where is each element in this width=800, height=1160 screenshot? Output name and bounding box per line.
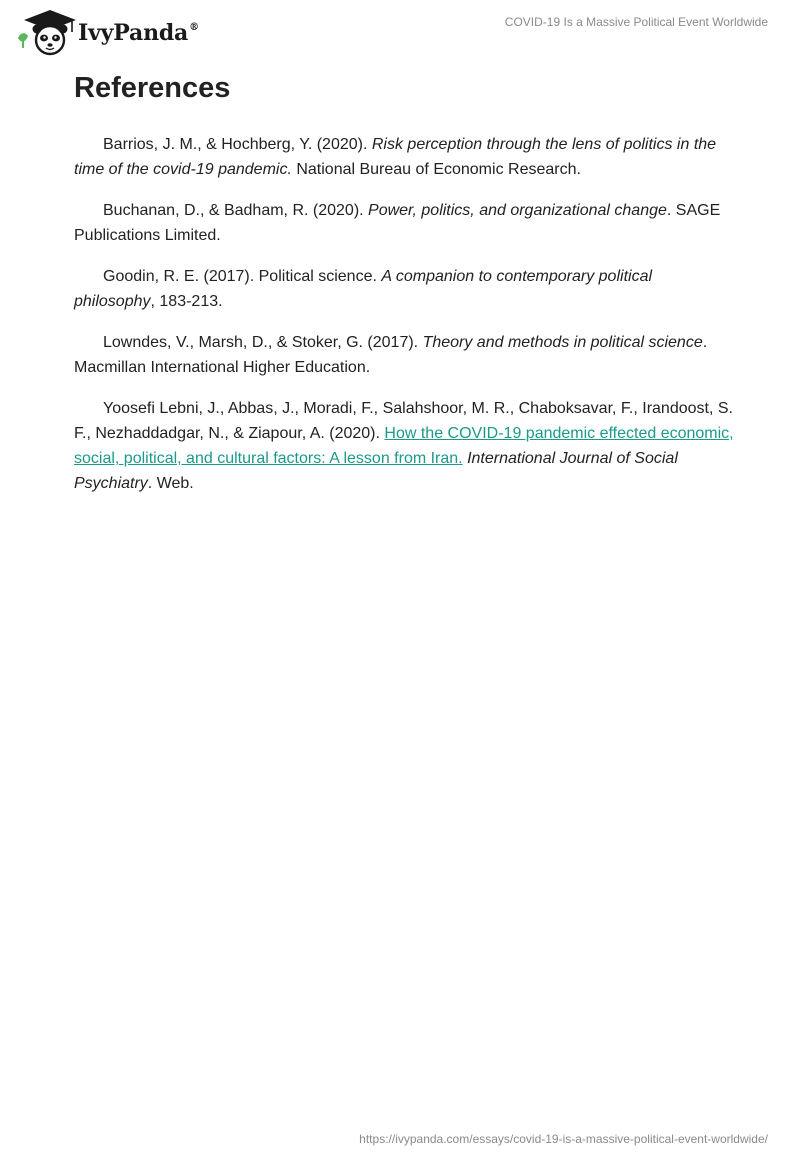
ref-authors: Goodin, R. E. (2017). Political science. [103,268,382,285]
reference-item [74,396,734,496]
panda-graduate-icon [14,8,76,56]
ref-publisher: National Bureau of Economic Research. [291,161,581,178]
ref-title: A companion to contemporary political philosophy [74,268,653,310]
running-head: COVID-19 Is a Massive Political Event Worldwide [504,15,768,29]
ref-publisher: . SAGE Publications Limited. [74,202,721,244]
ref-journal: International Journal of Social Psychiatry [74,450,678,492]
ref-authors: Yoosefi Lebni, J., Abbas, J., Moradi, F., Salahshoor, M. R., Chaboksavar, F., Irandoost, S. F., Nezhaddadgar, N., & Ziapour, A. (2020). [74,400,733,442]
ref-title: Theory and methods in political science [422,334,703,351]
reference-item [74,264,734,314]
ref-authors: Lowndes, V., Marsh, D., & Stoker, G. (2017). [103,334,423,351]
ref-suffix: . Web. [147,475,194,492]
ref-article-link[interactable]: How the COVID-19 pandemic effected economic, social, political, and cultural factors: A lesson from Iran. [74,425,734,467]
ref-authors: Buchanan, D., & Badham, R. (2020). [103,202,369,219]
ref-publisher: . Macmillan International Higher Education. [74,334,708,376]
reference-list [74,132,734,512]
ref-title: Risk perception through the lens of politics in the time of the covid-19 pandemic. [74,136,717,178]
reference-item [74,330,734,380]
registered-mark: ® [189,21,199,33]
brand-name: IvyPanda® [78,20,199,46]
ref-authors: Barrios, J. M., & Hochberg, Y. (2020). [103,136,372,153]
ivypanda-logo[interactable] [14,8,199,56]
footer-url: https://ivypanda.com/essays/covid-19-is-a-massive-political-event-worldwide/ [359,1132,768,1146]
reference-item [74,132,734,182]
reference-item [74,198,734,248]
ref-title: Power, politics, and organizational change [368,202,667,219]
ref-pages: , 183-213. [150,293,223,310]
page-title: References [74,72,231,104]
